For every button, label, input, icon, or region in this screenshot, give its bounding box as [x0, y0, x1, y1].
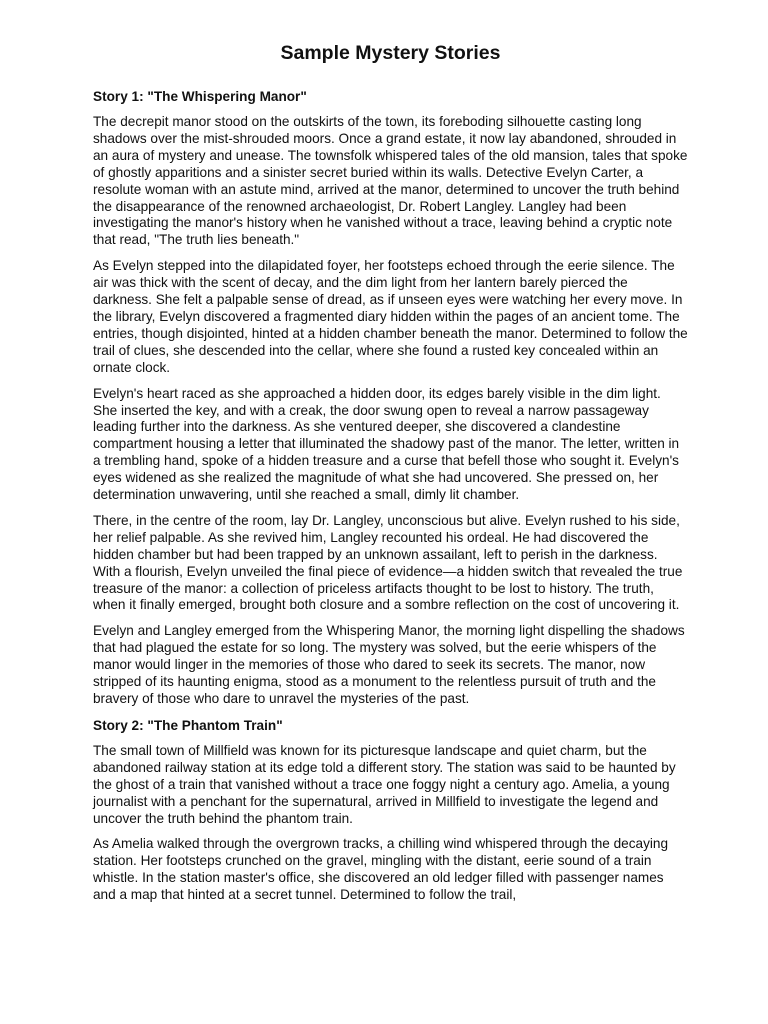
story-2-paragraph-1: The small town of Millfield was known for its picturesque landscape and quiet charm, but the abandoned railway station at its edge told a different story. The station was said to be haunted by the ghost of a train that vanished without a trace one foggy night a century ago. Amelia, a young journalist with a penchant for the supernatural, arrived in Millfield to investigate the legend and uncover the truth behind the phantom train. — [93, 742, 676, 826]
story-1-paragraph-2: As Evelyn stepped into the dilapidated foyer, her footsteps echoed through the eerie silence. The air was thick with the scent of decay, and the dim light from her lantern barely pierced the darkness. She felt a palpable sense of dread, as if unseen eyes were watching her every move. In the library, Evelyn discovered a fragmented diary hidden within the pages of an ancient tome. The entries, though disjointed, hinted at a hidden chamber beneath the manor. Determined to follow the trail of clues, she descended into the cellar, where she found a rusted key concealed within an ornate clock. — [93, 258, 688, 375]
story-2-heading: Story 2: "The Phantom Train" — [93, 717, 283, 733]
story-1 — [93, 88, 688, 708]
story-1-paragraph-3: Evelyn's heart raced as she approached a hidden door, its edges barely visible in the dim light. She inserted the key, and with a creak, the door swung open to reveal a narrow passageway leading further into the darkness. As she ventured deeper, she discovered a clandestine compartment housing a letter that illuminated the shadowy past of the manor. The letter, written in a trembling hand, spoke of a hidden treasure and a curse that befell those who sought it. Evelyn's eyes widened as she realized the magnitude of what she had uncovered. She pressed on, her determination unwavering, until she reached a small, dimly lit chamber. — [93, 385, 680, 503]
story-2-paragraph-2: As Amelia walked through the overgrown tracks, a chilling wind whispered through the decaying station. Her footsteps crunched on the gravel, mingling with the distant, eerie sound of a train whistle. In the station master's office, she discovered an old ledger filled with passenger names and a map that hinted at a secret tunnel. Determined to follow the trail, — [93, 836, 669, 903]
document-title: Sample Mystery Stories — [280, 42, 501, 64]
story-1-heading: Story 1: "The Whispering Manor" — [93, 89, 307, 104]
story-2 — [93, 717, 688, 904]
story-1-paragraph-4: There, in the centre of the room, lay Dr. Langley, unconscious but alive. Evelyn rushed to his side, her relief palpable. As she revived him, Langley recounted his ordeal. He had discovered the hidden chamber but had been trapped by an unknown assailant, left to perish in the darkness. With a flourish, Evelyn unveiled the final piece of evidence—a hidden switch that revealed the true treasure of the manor: a collection of priceless artifacts thought to be lost to history. The truth, when it finally emerged, brought both closure and a sombre reflection on the cost of uncovering it. — [93, 512, 683, 613]
story-1-paragraph-1: The decrepit manor stood on the outskirts of the town, its foreboding silhouette casting long shadows over the mist-shrouded moors. Once a grand estate, it now lay abandoned, shrouded in an aura of mystery and unease. The townsfolk whispered tales of the old mansion, tales that spoke of ghostly apparitions and a sinister secret buried within its walls. Detective Evelyn Carter, a resolute woman with an astute mind, arrived at the manor, determined to uncover the truth behind the disappearance of the renowned archaeologist, Dr. Robert Langley. Langley had been investigating the manor's history when he vanished without a trace, leaving behind a cryptic note that read, "The truth lies beneath." — [93, 114, 688, 248]
story-1-paragraph-5: Evelyn and Langley emerged from the Whispering Manor, the morning light dispelling the shadows that had plagued the estate for so long. The mystery was solved, but the eerie whispers of the manor would linger in the memories of those who dared to seek its secrets. The manor, now stripped of its haunting enigma, stood as a monument to the relentless pursuit of truth and the bravery of those who dare to unravel the mysteries of the past. — [93, 623, 685, 706]
